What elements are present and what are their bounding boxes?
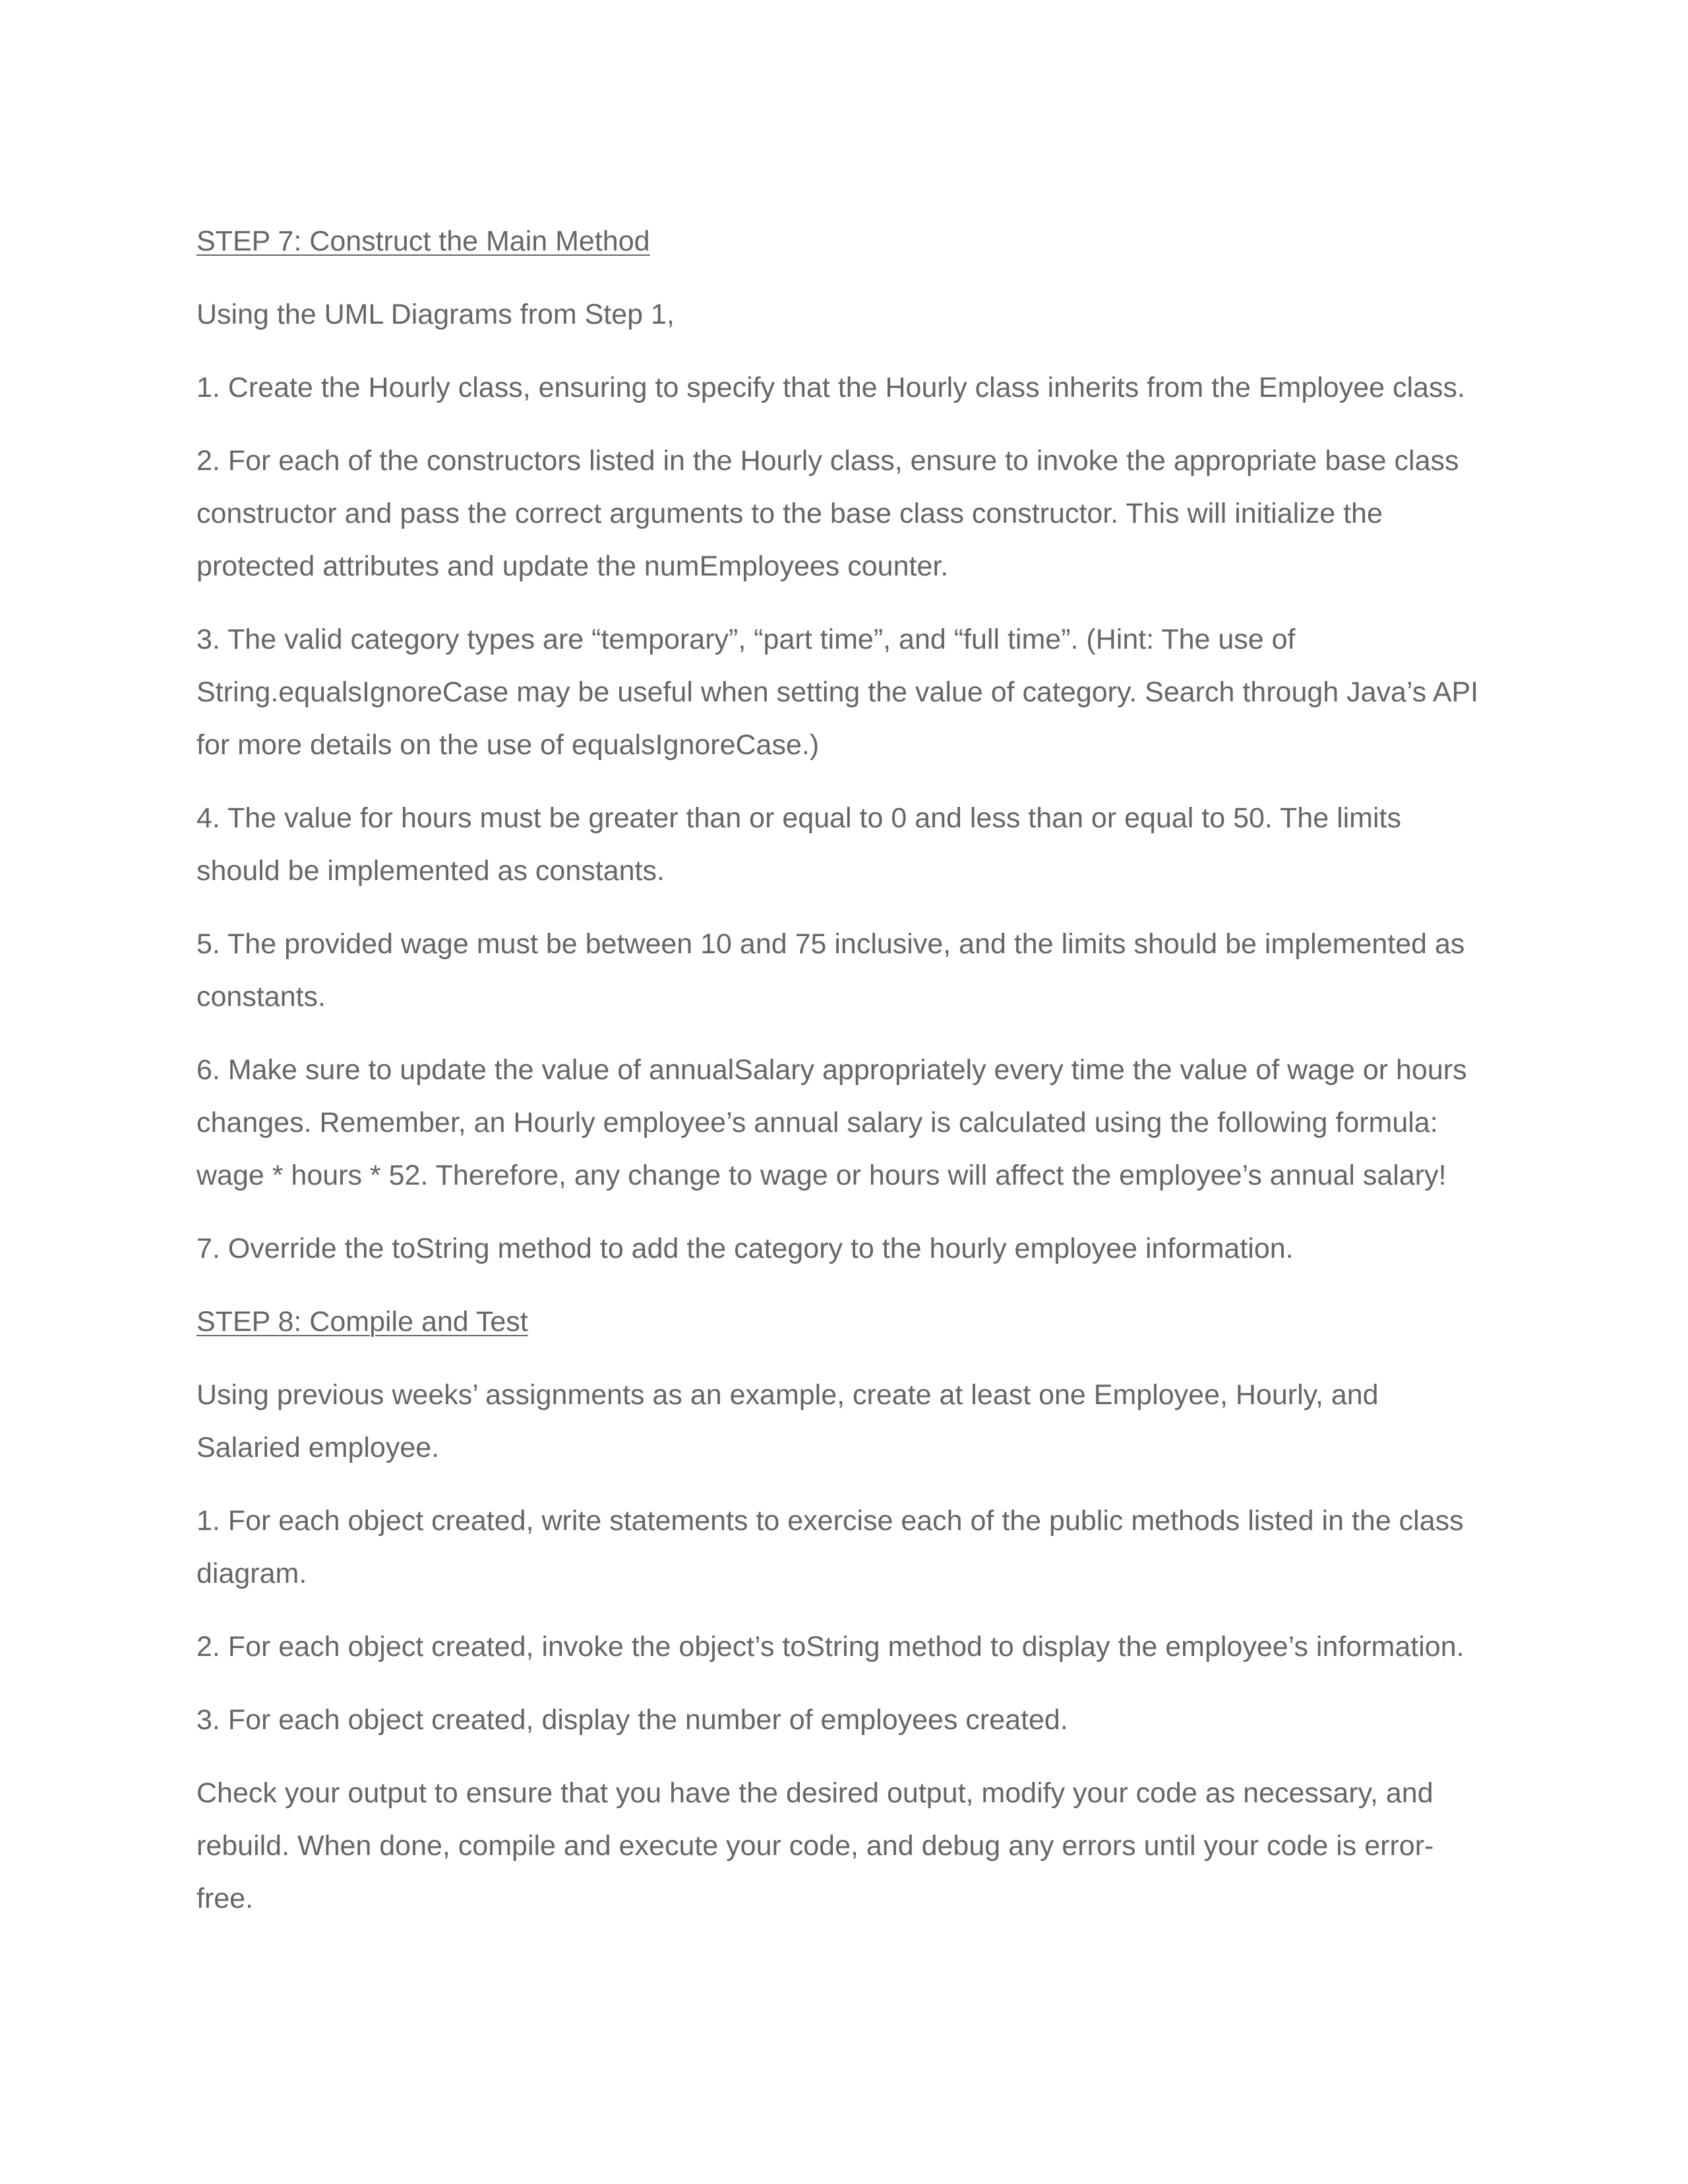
step7-intro: Using the UML Diagrams from Step 1, <box>196 299 675 330</box>
step8-item-3: 3. For each object created, display the number of employees created. <box>196 1704 1068 1736</box>
step8-closing: Check your output to ensure that you have the desired output, modify your code as necessary, and rebuild. When done, compile and execute your code, and debug any errors until your code is error-free. <box>196 1777 1434 1914</box>
document-body <box>196 215 1482 1945</box>
step7-item-6: 6. Make sure to update the value of annualSalary appropriately every time the value of wage or hours changes. Remember, an Hourly employee’s annual salary is calculated using the following formula: wage * hours * 52. Therefore, any change to wage or hours will affect the employee’s annual salary! <box>196 1054 1467 1191</box>
step7-item-2: 2. For each of the constructors listed in the Hourly class, ensure to invoke the appropriate base class constructor and pass the correct arguments to the base class constructor. This will initialize the protected attributes and update the numEmployees counter. <box>196 445 1459 582</box>
step8-intro: Using previous weeks’ assignments as an example, create at least one Employee, Hourly, and Salaried employee. <box>196 1379 1379 1463</box>
step7-item-7: 7. Override the toString method to add the category to the hourly employee information. <box>196 1233 1294 1264</box>
step7-item-5: 5. The provided wage must be between 10 and 75 inclusive, and the limits should be implemented as constants. <box>196 928 1465 1013</box>
step7-item-4: 4. The value for hours must be greater than or equal to 0 and less than or equal to 50. The limits should be implemented as constants. <box>196 802 1401 887</box>
step7-item-1: 1. Create the Hourly class, ensuring to specify that the Hourly class inherits from the Employee class. <box>196 372 1465 403</box>
step7-item-3: 3. The valid category types are “temporary”, “part time”, and “full time”. (Hint: The use of String.equalsIgnoreCase may be useful when setting the value of category. Search through Java’s API for more details on the use of equalsIgnoreCase.) <box>196 624 1479 761</box>
step8-item-1: 1. For each object created, write statements to exercise each of the public methods listed in the class diagram. <box>196 1505 1464 1589</box>
step8-heading: STEP 8: Compile and Test <box>196 1306 528 1338</box>
step8-item-2: 2. For each object created, invoke the object’s toString method to display the employee’s information. <box>196 1631 1464 1663</box>
step7-heading: STEP 7: Construct the Main Method <box>196 225 650 257</box>
